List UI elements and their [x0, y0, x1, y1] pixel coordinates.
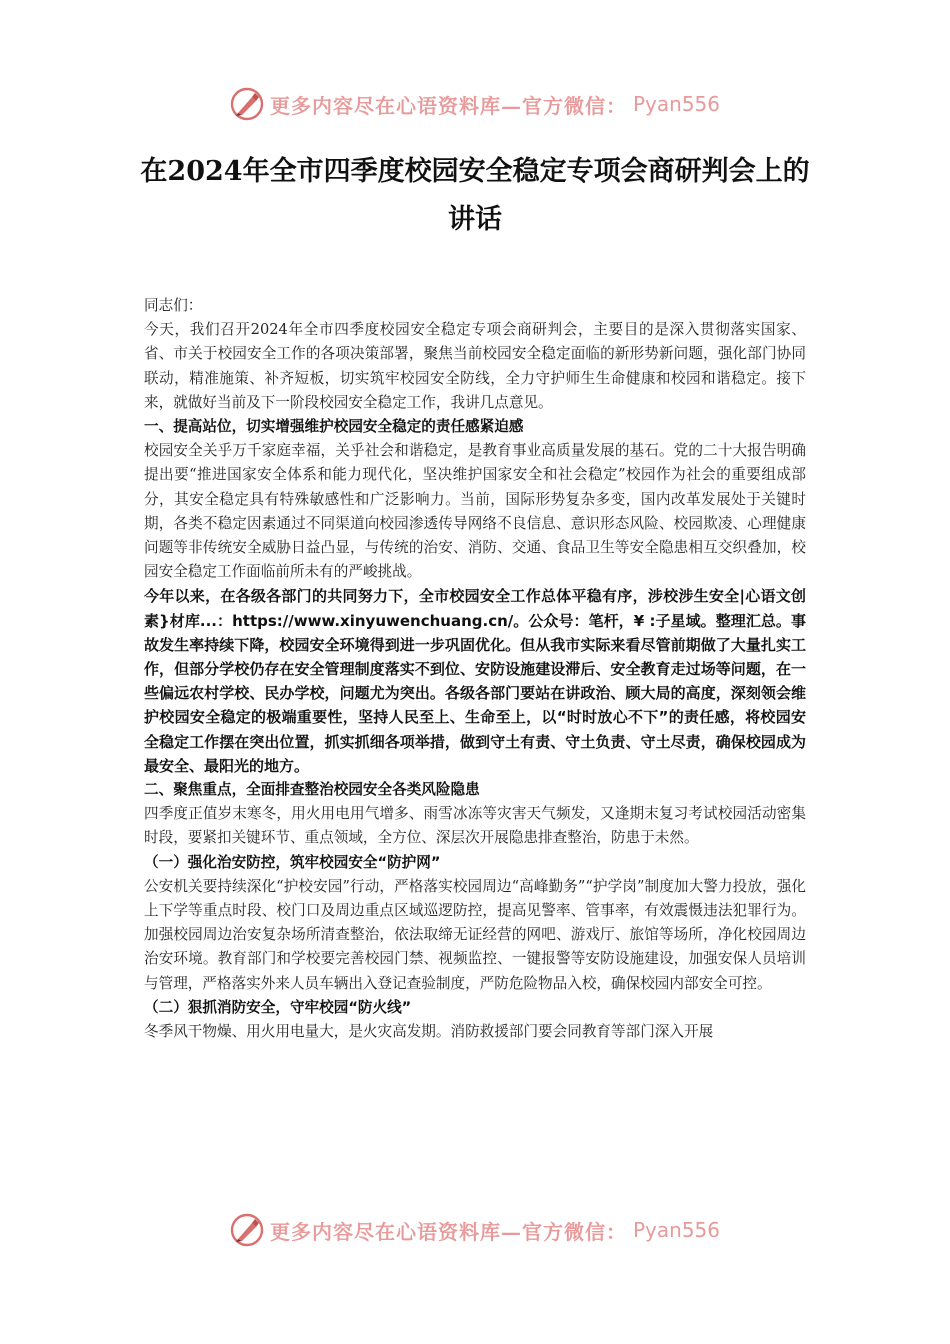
watermark-wechat-id: Pyan556	[632, 92, 720, 116]
watermark-text: 更多内容尽在心语资料库—官方微信：	[269, 93, 627, 118]
subsection1-paragraph: 公安机关要持续深化“护校安园”行动，严格落实校园周边“高峰勤务”“护学岗”制度加大警力投放，强化上下学等重点时段、校门口及周边重点区域巡逻防控，提高见警率、管事率，有效震慑违法犯罪行为。加强校园周边治安复杂场所清查整治，依法取缔无证经营的网吧、游戏厅、旅馆等场所，净化校园周边治安环境。教育部门和学校要完善校园门禁、视频监控、一键报警等安防设施建设，加强安保人员培训与管理，严格落实外来人员车辆出入登记查验制度，严防危险物品入校，确保校园内部安全可控。	[144, 877, 806, 992]
section1-heading: 一、提高站位，切实增强维护校园安全稳定的责任感紧迫感	[144, 418, 524, 436]
document-body	[144, 294, 806, 1044]
pen-logo-icon	[230, 1213, 264, 1247]
subsection2-heading: （二）狠抓消防安全，守牢校园“防火线”	[144, 998, 412, 1016]
pen-logo-icon	[230, 87, 264, 121]
subsection1-heading: （一）强化治安防控，筑牢校园安全“防护网”	[144, 853, 441, 871]
watermark-footer	[0, 1208, 950, 1252]
section2-heading: 二、聚焦重点，全面排查整治校园安全各类风险隐患	[144, 781, 480, 799]
subsection2-paragraph: 冬季风干物燥、用火用电量大，是火灾高发期。消防救援部门要会同教育等部门深入开展	[144, 1023, 714, 1041]
watermark-header	[0, 82, 950, 126]
section1-paragraph-1: 校园安全关乎万千家庭幸福，关乎社会和谐稳定，是教育事业高质量发展的基石。党的二十大报告明确提出要“推进国家安全体系和能力现代化，坚决维护国家安全和社会稳定”校园作为社会的重要组成部分，其安全稳定具有特殊敏感性和广泛影响力。当前，国际形势复杂多变，国内改革发展处于关键时期，各类不稳定因素通过不同渠道向校园渗透传导网络不良信息、意识形态风险、校园欺凌、心理健康问题等非传统安全威胁日益凸显，与传统的治安、消防、交通、食品卫生等安全隐患相互交织叠加，校园安全稳定工作面临前所未有的严峻挑战。	[144, 442, 806, 581]
section1-paragraph-2: 今年以来，在各级各部门的共同努力下，全市校园安全工作总体平稳有序，涉校涉生安全|心语文创素}材库...：https://www.xinyuwenchuang.cn/。公众号：笔杆，¥ :子星域。整理汇总。事故发生率持续下降，校园安全环境得到进一步巩固优化。但从我市实际来看尽管前期做了大量扎实工作，但部分学校仍存在安全管理制度落实不到位、安防设施建设滞后、安全教育走过场等问题，在一些偏远农村学校、民办学校，问题尤为突出。各级各部门要站在讲政治、顾大局的高度，深刻领会维护校园安全稳定的极端重要性，坚持人民至上、生命至上，以“时时放心不下”的责任感，将校园安全稳定工作摆在突出位置，抓实抓细各项举措，做到守土有责、守土负责、守土尽责，确保校园成为最安全、最阳光的地方。	[144, 587, 806, 775]
watermark-text: 更多内容尽在心语资料库—官方微信：	[269, 1219, 627, 1244]
section2-paragraph-1: 四季度正值岁末寒冬，用火用电用气增多、雨雪冰冻等灾害天气频发，又逢期末复习考试校园活动密集时段，要紧扣关键环节、重点领域，全方位、深层次开展隐患排查整治，防患于未然。	[144, 805, 806, 847]
watermark-wechat-id: Pyan556	[632, 1218, 720, 1242]
salutation: 同志们：	[144, 297, 203, 314]
document-title: 在2024年全市四季度校园安全稳定专项会商研判会上的讲话	[140, 156, 810, 235]
intro-paragraph: 今天，我们召开2024年全市四季度校园安全稳定专项会商研判会，主要目的是深入贯彻落实国家、省、市关于校园安全工作的各项决策部署，聚焦当前校园安全稳定面临的新形势新问题，强化部门协同联动，精准施策、补齐短板，切实筑牢校园安全防线，全力守护师生生命健康和校园和谐稳定。接下来，就做好当前及下一阶段校园安全稳定工作，我讲几点意见。	[144, 321, 806, 411]
